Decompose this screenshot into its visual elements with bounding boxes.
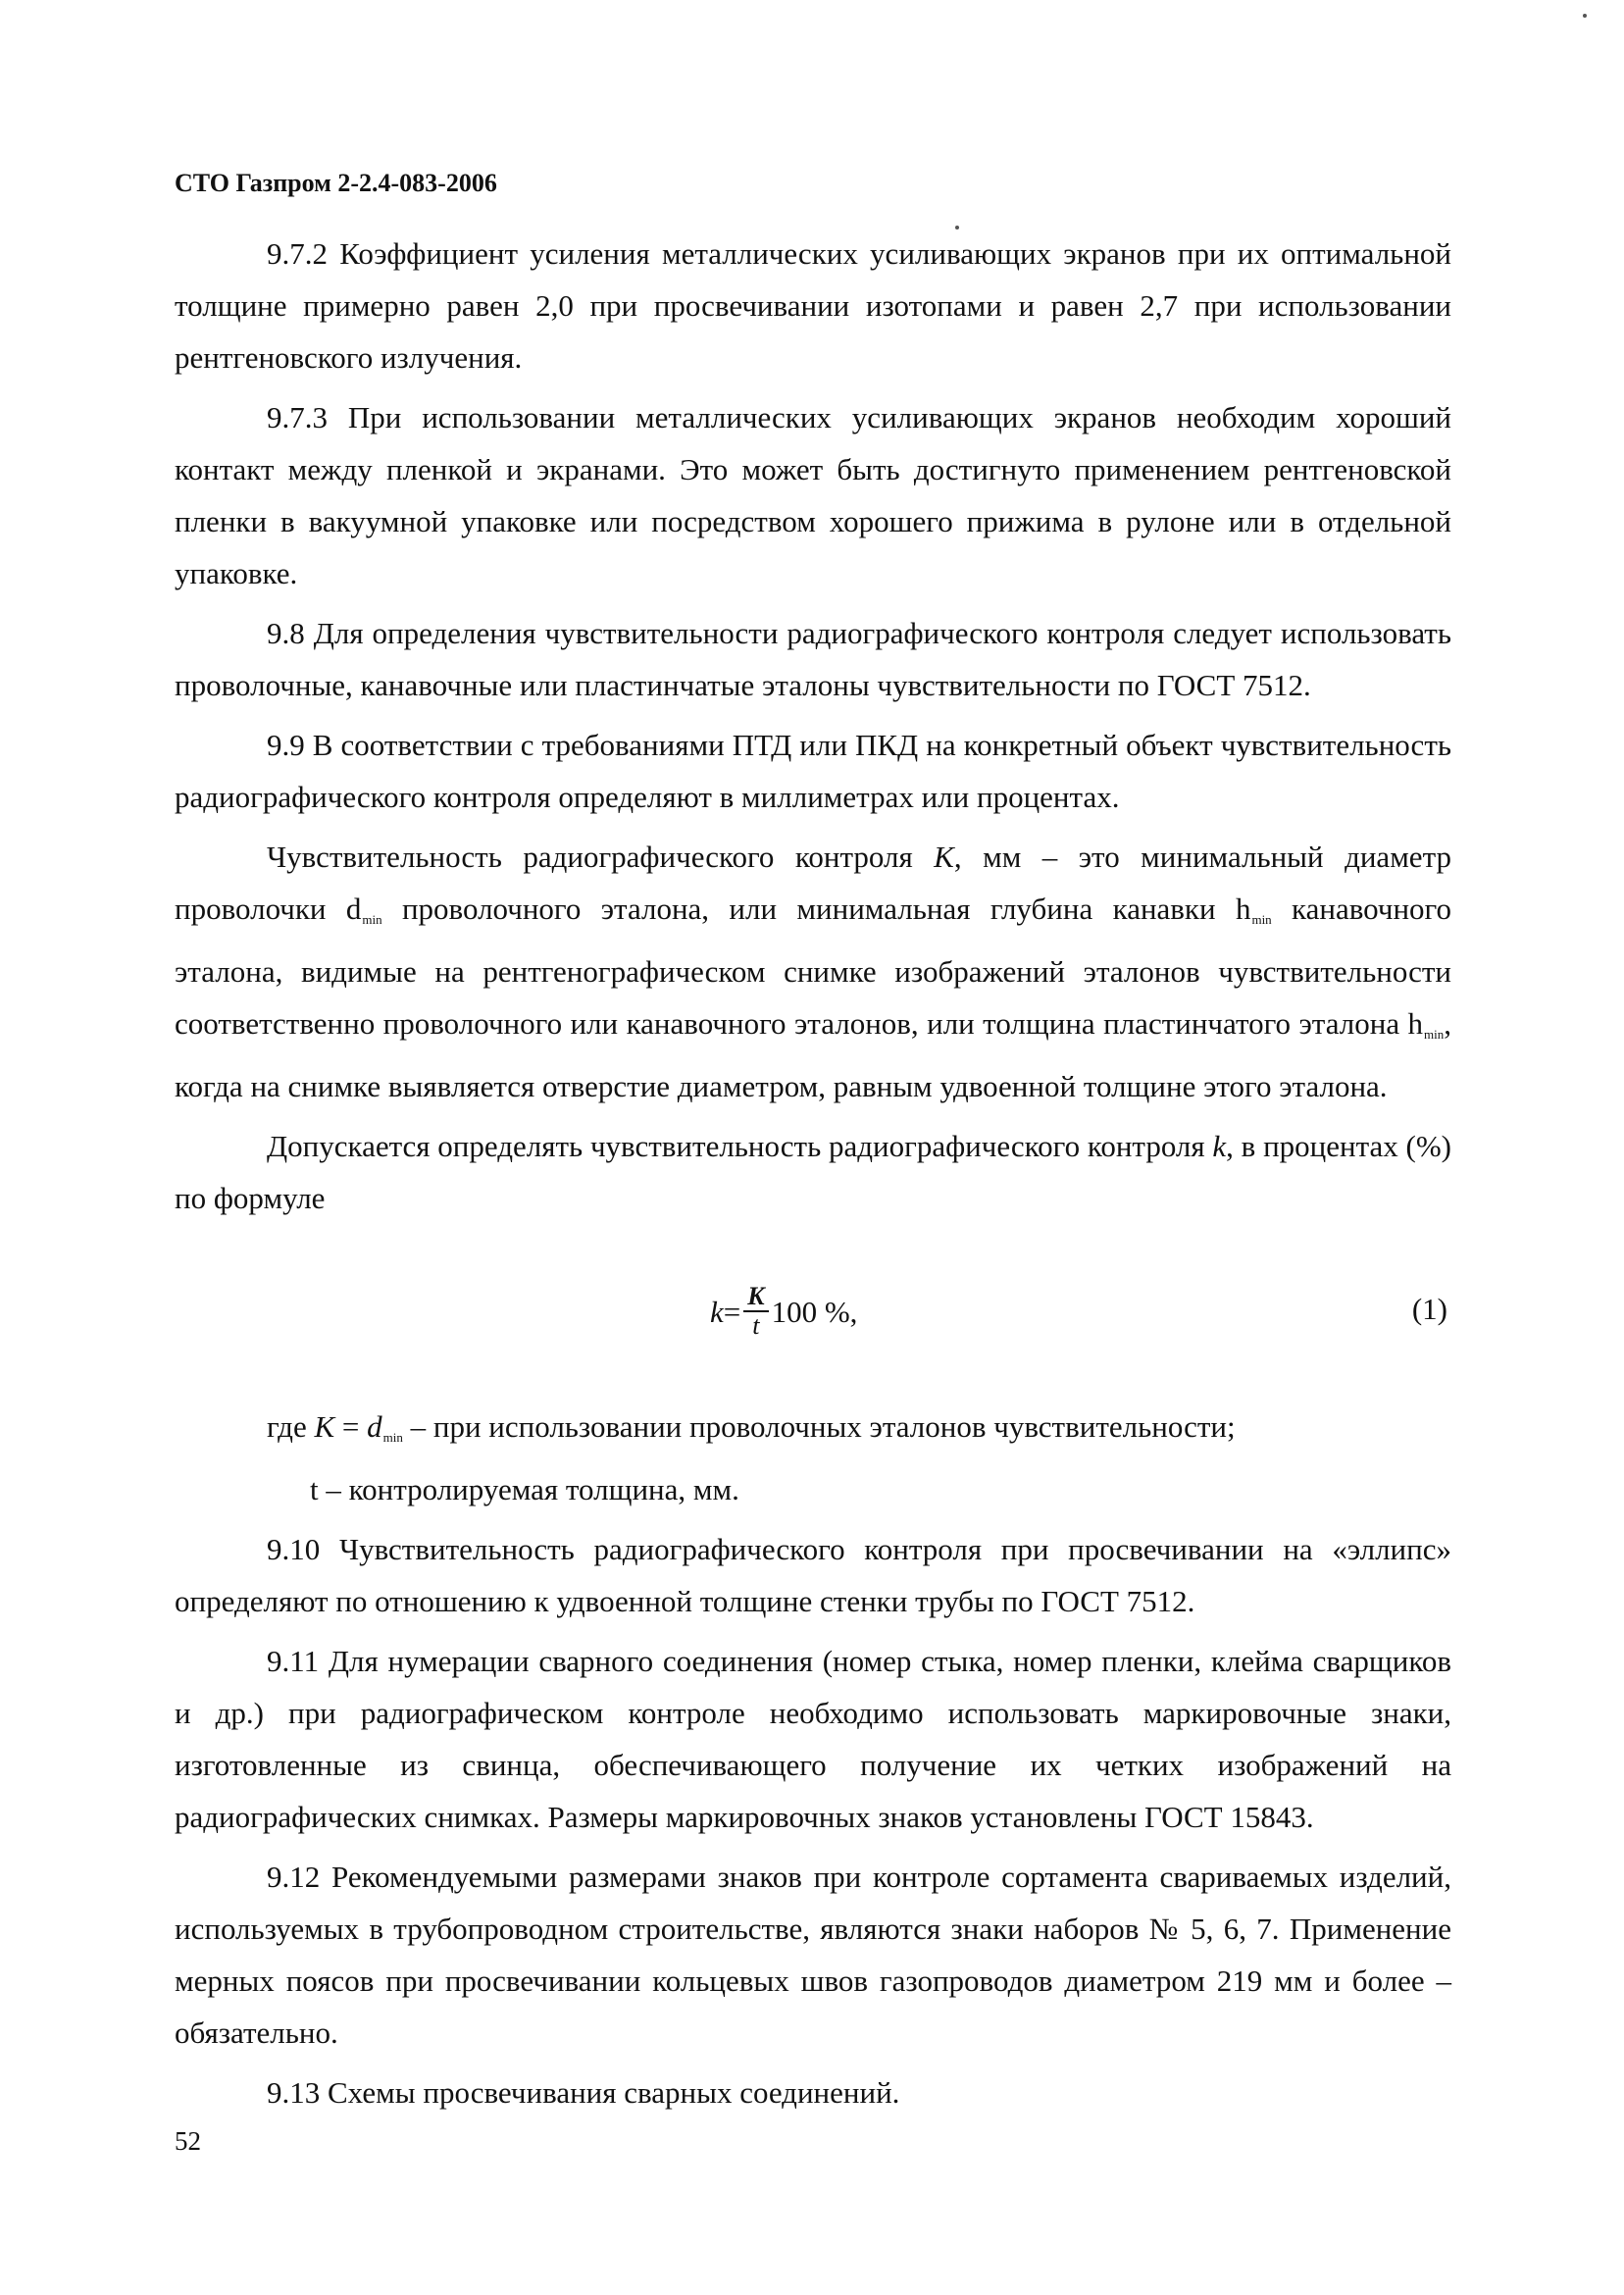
formula-numerator: K [743,1283,768,1312]
scan-dot-corner [1583,14,1587,18]
paragraph-9-9: 9.9 В соответствии с требованиями ПТД или ПКД на конкретный объект чувствительность радиографического контроля определяют в миллиметрах или процентах. [175,728,1451,814]
where-equals: = [334,1409,368,1444]
where-description: – при использовании проволочных эталонов чувствительности; [402,1409,1236,1444]
paragraph-9-13: 9.13 Схемы просвечивания сварных соединений. [267,2075,900,2110]
paragraph-sensitivity-definition [175,831,1451,1112]
formula-expression [710,1283,857,1340]
paragraph-9-12: 9.12 Рекомендуемыми размерами знаков при контроле сортамента свариваемых изделий, используемых в трубопроводном строительстве, являются знаки наборов № 5, 6, 7. Применение мерных поясов при просвечивании кольцевых швов газопроводов диаметром 219 мм и более – обязательно. [175,1860,1451,2050]
formula-denominator: t [752,1311,760,1340]
paragraph-percent-intro [175,1120,1451,1224]
page-number: 52 [175,2126,201,2156]
paragraph-9-8: 9.8 Для определения чувствительности радиографического контроля следует использовать проволочные, канавочные или пластинчатые эталоны чувствительности по ГОСТ 7512. [175,616,1451,702]
symbol-K: K [934,840,954,874]
text-run: , когда на снимке выявляется отверстие диаметром, равным удвоенной толщине этого эталона. [175,1006,1451,1103]
formula-block [175,1244,1451,1401]
symbol-K: K [314,1409,335,1444]
where-clause [175,1401,1451,1463]
text-run: , мм – это минимальный диаметр проволочки d [175,840,1451,926]
where-label: где [267,1409,315,1444]
paragraph-9-11: 9.11 Для нумерации сварного соединения (номер стыка, номер пленки, клейма сварщиков и др.) при радиографическом контроле необходимо использовать маркировочные знаки, изготовленные из свинца, обеспечивающего получение их четких изображений на радиографических снимках. Размеры маркировочных знаков установлены ГОСТ 15843. [175,1644,1451,1834]
formula-fraction [743,1283,768,1340]
paragraph-9-7-2: 9.7.2 Коэффициент усиления металлических усиливающих экранов при их оптимальной толщине примерно равен 2,0 при просвечивании изотопами и равен 2,7 при использовании рентгеновского излучения. [175,236,1451,375]
subscript-min: min [362,912,382,927]
equation-number: (1) [1411,1292,1447,1326]
document-body [175,228,1451,2118]
subscript-min: min [382,1430,403,1445]
paragraph-9-10: 9.10 Чувствительность радиографического контроля при просвечивании на «эллипс» определяют по отношению к удвоенной толщине стенки трубы по ГОСТ 7512. [175,1532,1451,1618]
text-run: , в процентах (%) по формуле [175,1129,1451,1215]
formula-lhs: k [710,1294,724,1329]
paragraph-9-7-3: 9.7.3 При использовании металлических усиливающих экранов необходим хороший контакт между пленкой и экранами. Это может быть достигнуто применением рентгеновской пленки в вакуумной упаковке или посредством хорошего прижима в рулоне или в отдельной упаковке. [175,400,1451,590]
symbol-k: k [1212,1129,1227,1163]
text-run: проволочного эталона, или минимальная глубина канавки h [381,892,1251,926]
symbol-d: d [367,1409,382,1444]
subscript-min: min [1251,912,1272,927]
text-run: канавочного эталона, видимые на рентгенографическом снимке изображений эталонов чувствительности соответственно проволочного или канавочного эталонов, или толщина пластинчатого эталона h [175,892,1451,1041]
formula-equals: = [723,1294,741,1329]
subscript-min: min [1424,1027,1445,1042]
document-header: СТО Газпром 2-2.4-083-2006 [175,169,497,197]
text-run: Допускается определять чувствительность радиографического контроля [267,1129,1213,1163]
text-run: Чувствительность радиографического контроля [267,840,935,874]
formula-rest: 100 %, [771,1294,858,1329]
where-t-line: t – контролируемая толщина, мм. [310,1472,739,1506]
